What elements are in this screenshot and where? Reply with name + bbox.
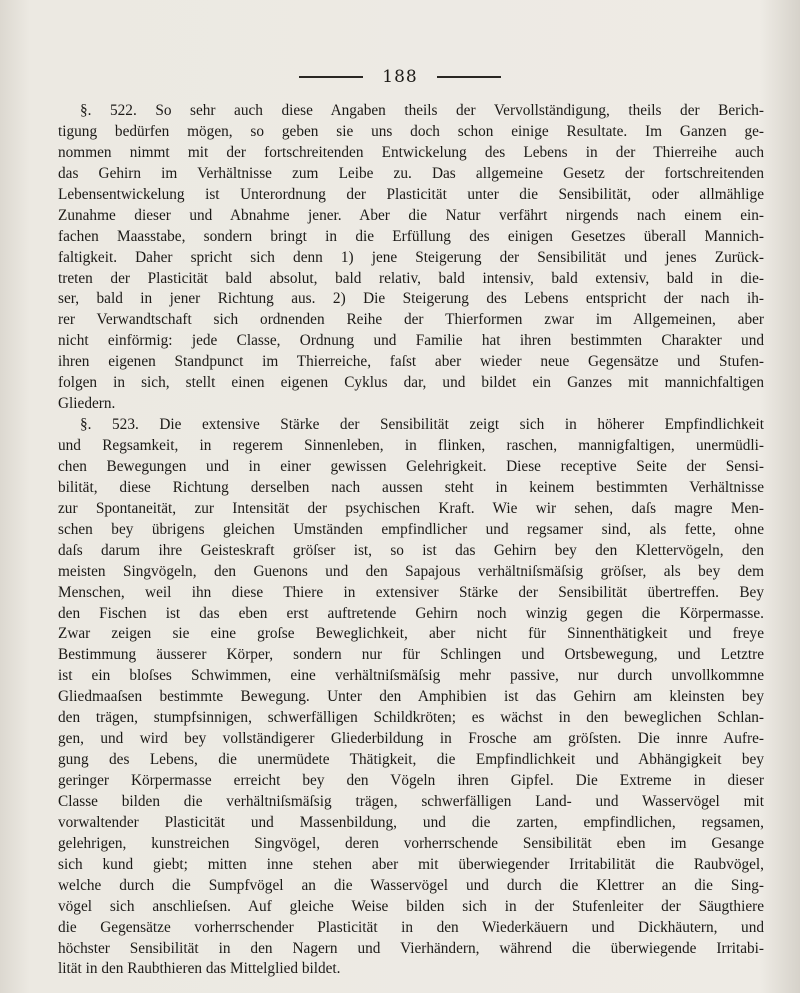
text-line: lität in den Raubthieren das Mittelglied bildet. <box>58 960 341 978</box>
text-line: nommen nimmt mit der fortschreitenden Entwickelung des Lebens in der Thierreihe auch <box>58 143 764 161</box>
paragraph-522 <box>58 101 764 415</box>
text-line: vögel sich anschlieſsen. Auf gleiche Weise bilden sich in der Stufenleiter der Säugthiere <box>58 897 764 915</box>
text-line: gen, und wird bey vollständigerer Gliederbildung in Frosche am gröſsten. Die innre Aufre- <box>58 730 764 748</box>
text-line: Zunahme dieser und Abnahme jener. Aber die Natur verfährt nirgends nach einem ein- <box>58 206 764 224</box>
text-line: welche durch die Sumpfvögel an die Wasservögel und durch die Klettrer an die Sing- <box>58 876 764 894</box>
text-line: die Gegensätze vorherrschender Plasticität in den Wiederkäuern und Dickhäutern, und <box>58 918 764 936</box>
text-line: meisten Singvögeln, den Guenons und den Sapajous verhältniſsmäſsig gröſser, als bey dem <box>58 562 764 580</box>
text-line: tigung bedürfen mögen, so geben sie uns doch schon einige Resultate. Im Ganzen ge- <box>58 122 764 140</box>
text-line: nicht einförmig: jede Classe, Ordnung und Familie hat ihren bestimmten Charakter und <box>58 332 764 350</box>
text-line: treten der Plasticität bald absolut, bald relativ, bald intensiv, bald extensiv, bald in die- <box>58 269 764 287</box>
body-text <box>58 101 764 980</box>
text-line: bilität, diese Richtung derselben nach aussen steht in keinem bestimmten Verhältnisse <box>58 478 764 496</box>
text-line: vorwaltender Plasticität und Massenbildung, und die zarten, empfindlichen, regsamen, <box>58 813 764 831</box>
paragraph-523 <box>58 415 764 980</box>
text-line: zur Spontaneität, zur Intensität der psychischen Kraft. Wie wir sehen, daſs magre Men- <box>58 499 764 517</box>
text-line: gelehrigen, kunstreichen Singvögel, deren vorherrschende Sensibilität eben im Gesange <box>58 834 764 852</box>
header-rule-right <box>437 76 501 78</box>
text-line: daſs darum ihre Geisteskraft gröſser ist, so ist das Gehirn bey den Klettervögeln, den <box>58 541 764 559</box>
text-line: Gliedmaaſsen bestimmte Bewegung. Unter den Amphibien ist das Gehirn am kleinsten bey <box>58 688 764 706</box>
page-header <box>0 66 800 90</box>
text-line: Classe bilden die verhältniſsmäſsig trägen, schwerfälligen Land- und Wasservögel mit <box>58 792 764 810</box>
text-line: den Fischen ist das eben erst auftretende Gehirn noch winzig gegen die Körpermasse. <box>58 604 764 622</box>
text-line: rer Verwandtschaft sich ordnenden Reihe der Thierformen zwar im Allgemeinen, aber <box>58 311 764 329</box>
text-line: schen bey übrigens gleichen Umständen empfindlicher und regsamer sind, als fette, ohne <box>58 520 764 538</box>
text-line: Lebensentwickelung ist Unterordnung der Plasticität unter die Sensibilität, oder allmählige <box>58 185 764 203</box>
text-line: sich kund giebt; mitten inne stehen aber mit überwiegender Irritabilität die Raubvögel, <box>58 855 764 873</box>
text-line: chen Bewegungen und in einer gewissen Gelehrigkeit. Diese receptive Seite der Sensi- <box>58 457 764 475</box>
text-line: faltigkeit. Daher spricht sich denn 1) jene Steigerung der Sensibilität und jenes Zurück- <box>58 248 764 266</box>
text-line: ihren eigenen Standpunct im Thierreiche, faſst aber wieder neue Gegensätze und Stufen- <box>58 353 764 371</box>
text-line: ser, bald in jener Richtung aus. 2) Die Steigerung des Lebens entspricht der nach ih- <box>58 290 764 308</box>
text-line: Menschen, weil ihn diese Thiere in extensiver Stärke der Sensibilität übertreffen. Bey <box>58 583 764 601</box>
text-line: Gliedern. <box>58 395 116 413</box>
text-line: das Gehirn im Verhältnisse zum Leibe zu. Das allgemeine Gesetz der fortschreitenden <box>58 164 764 182</box>
text-line: den trägen, stumpfsinnigen, schwerfälligen Schildkröten; es wächst in den beweglichen Schlan- <box>58 709 764 727</box>
text-line: Zwar zeigen sie eine groſse Beweglichkeit, aber nicht für Sinnenthätigkeit und freye <box>58 625 764 643</box>
header-rule-left <box>299 76 363 78</box>
text-line: folgen in sich, stellt einen eigenen Cyklus dar, und bildet ein Ganzes mit mannichfaltigen <box>58 374 764 392</box>
text-line: höchster Sensibilität in den Nagern und Vierhändern, während die überwiegende Irritabi- <box>58 939 764 957</box>
text-line: geringer Körpermasse erreicht bey den Vögeln ihren Gipfel. Die Extreme in dieser <box>58 772 764 789</box>
text-line: ist ein bloſses Schwimmen, eine verhältniſsmäſsig mehr passive, nur durch unvollkommne <box>58 667 764 685</box>
text-line: fachen Maasstabe, sondern bringt in die Erfüllung des einigen Gesetzes überall Mannich- <box>58 227 764 245</box>
text-line: gung des Lebens, die unermüdete Thätigkeit, die Empfindlichkeit und Abhängigkeit bey <box>58 751 764 769</box>
text-line: Bestimmung äusserer Körper, sondern nur für Schlingen und Ortsbewegung, und Letztre <box>58 646 764 664</box>
text-line: und Regsamkeit, in regerem Sinnenleben, in flinken, raschen, mannigfaltigen, unermüdli- <box>58 437 764 454</box>
page-number: 188 <box>382 66 418 87</box>
text-line: §. 523. Die extensive Stärke der Sensibilität zeigt sich in höherer Empfindlichkeit <box>80 416 764 434</box>
text-line: §. 522. So sehr auch diese Angaben theils der Vervollständigung, theils der Berich- <box>80 102 764 119</box>
